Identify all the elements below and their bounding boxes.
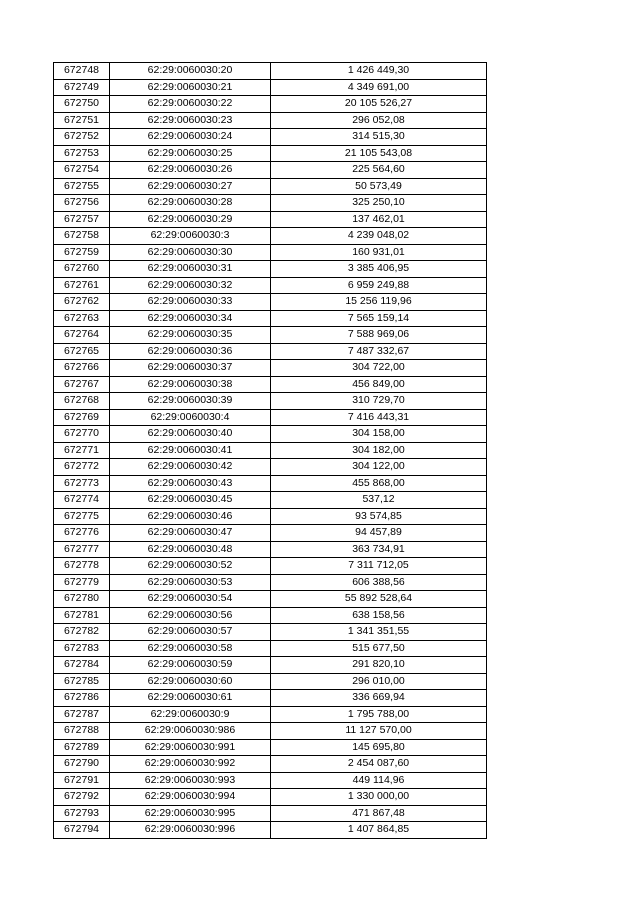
value-cell: 455 868,00	[271, 475, 487, 492]
value-cell: 336 669,94	[271, 690, 487, 707]
table-row	[54, 789, 487, 806]
value-cell: 4 239 048,02	[271, 228, 487, 245]
table-row	[54, 343, 487, 360]
row-number-cell: 672764	[54, 327, 110, 344]
row-number-cell: 672791	[54, 772, 110, 789]
table-row	[54, 558, 487, 575]
cadastral-number-cell: 62:29:0060030:52	[110, 558, 271, 575]
cadastral-number-cell: 62:29:0060030:61	[110, 690, 271, 707]
row-number-cell: 672753	[54, 145, 110, 162]
row-number-cell: 672766	[54, 360, 110, 377]
table-row	[54, 129, 487, 146]
table-row	[54, 706, 487, 723]
row-number-cell: 672773	[54, 475, 110, 492]
cadastral-number-cell: 62:29:0060030:45	[110, 492, 271, 509]
cadastral-number-cell: 62:29:0060030:40	[110, 426, 271, 443]
value-cell: 304 182,00	[271, 442, 487, 459]
cadastral-number-cell: 62:29:0060030:42	[110, 459, 271, 476]
row-number-cell: 672757	[54, 211, 110, 228]
value-cell: 304 122,00	[271, 459, 487, 476]
cadastral-number-cell: 62:29:0060030:38	[110, 376, 271, 393]
table-body	[54, 63, 487, 839]
row-number-cell: 672779	[54, 574, 110, 591]
value-cell: 93 574,85	[271, 508, 487, 525]
value-cell: 94 457,89	[271, 525, 487, 542]
row-number-cell: 672750	[54, 96, 110, 113]
table-row	[54, 178, 487, 195]
table-row	[54, 822, 487, 839]
value-cell: 1 341 351,55	[271, 624, 487, 641]
table-row	[54, 162, 487, 179]
table-row	[54, 492, 487, 509]
cadastral-number-cell: 62:29:0060030:21	[110, 79, 271, 96]
row-number-cell: 672784	[54, 657, 110, 674]
cadastral-number-cell: 62:29:0060030:48	[110, 541, 271, 558]
row-number-cell: 672765	[54, 343, 110, 360]
table-row	[54, 541, 487, 558]
row-number-cell: 672792	[54, 789, 110, 806]
row-number-cell: 672749	[54, 79, 110, 96]
row-number-cell: 672790	[54, 756, 110, 773]
value-cell: 606 388,56	[271, 574, 487, 591]
table-row	[54, 640, 487, 657]
cadastral-number-cell: 62:29:0060030:30	[110, 244, 271, 261]
cadastral-number-cell: 62:29:0060030:39	[110, 393, 271, 410]
cadastral-number-cell: 62:29:0060030:35	[110, 327, 271, 344]
cadastral-number-cell: 62:29:0060030:3	[110, 228, 271, 245]
value-cell: 325 250,10	[271, 195, 487, 212]
value-cell: 1 426 449,30	[271, 63, 487, 80]
row-number-cell: 672748	[54, 63, 110, 80]
table-row	[54, 376, 487, 393]
cadastral-number-cell: 62:29:0060030:54	[110, 591, 271, 608]
row-number-cell: 672761	[54, 277, 110, 294]
cadastral-number-cell: 62:29:0060030:58	[110, 640, 271, 657]
cadastral-number-cell: 62:29:0060030:53	[110, 574, 271, 591]
cadastral-number-cell: 62:29:0060030:32	[110, 277, 271, 294]
row-number-cell: 672758	[54, 228, 110, 245]
table-row	[54, 228, 487, 245]
row-number-cell: 672770	[54, 426, 110, 443]
table-row	[54, 723, 487, 740]
row-number-cell: 672763	[54, 310, 110, 327]
table-row	[54, 772, 487, 789]
value-cell: 304 158,00	[271, 426, 487, 443]
value-cell: 6 959 249,88	[271, 277, 487, 294]
value-cell: 638 158,56	[271, 607, 487, 624]
cadastral-number-cell: 62:29:0060030:34	[110, 310, 271, 327]
cadastral-number-cell: 62:29:0060030:31	[110, 261, 271, 278]
row-number-cell: 672793	[54, 805, 110, 822]
table-row	[54, 96, 487, 113]
cadastral-number-cell: 62:29:0060030:56	[110, 607, 271, 624]
cadastral-number-cell: 62:29:0060030:994	[110, 789, 271, 806]
table-row	[54, 739, 487, 756]
row-number-cell: 672767	[54, 376, 110, 393]
cadastral-number-cell: 62:29:0060030:992	[110, 756, 271, 773]
value-cell: 449 114,96	[271, 772, 487, 789]
cadastral-number-cell: 62:29:0060030:996	[110, 822, 271, 839]
row-number-cell: 672776	[54, 525, 110, 542]
table-row	[54, 310, 487, 327]
table-row	[54, 508, 487, 525]
table-row	[54, 657, 487, 674]
value-cell: 363 734,91	[271, 541, 487, 558]
value-cell: 296 052,08	[271, 112, 487, 129]
row-number-cell: 672783	[54, 640, 110, 657]
cadastral-number-cell: 62:29:0060030:24	[110, 129, 271, 146]
row-number-cell: 672785	[54, 673, 110, 690]
cadastral-number-cell: 62:29:0060030:43	[110, 475, 271, 492]
cadastral-number-cell: 62:29:0060030:47	[110, 525, 271, 542]
value-cell: 145 695,80	[271, 739, 487, 756]
table-row	[54, 393, 487, 410]
table-row	[54, 360, 487, 377]
cadastral-number-cell: 62:29:0060030:26	[110, 162, 271, 179]
cadastral-number-cell: 62:29:0060030:993	[110, 772, 271, 789]
table-row	[54, 63, 487, 80]
table-row	[54, 426, 487, 443]
value-cell: 15 256 119,96	[271, 294, 487, 311]
table-row	[54, 195, 487, 212]
table-row	[54, 294, 487, 311]
value-cell: 20 105 526,27	[271, 96, 487, 113]
cadastral-number-cell: 62:29:0060030:59	[110, 657, 271, 674]
value-cell: 4 349 691,00	[271, 79, 487, 96]
row-number-cell: 672759	[54, 244, 110, 261]
cadastral-number-cell: 62:29:0060030:41	[110, 442, 271, 459]
table-row	[54, 525, 487, 542]
row-number-cell: 672760	[54, 261, 110, 278]
document-page	[53, 62, 487, 839]
value-cell: 7 311 712,05	[271, 558, 487, 575]
cadastral-number-cell: 62:29:0060030:36	[110, 343, 271, 360]
row-number-cell: 672756	[54, 195, 110, 212]
value-cell: 314 515,30	[271, 129, 487, 146]
cadastral-number-cell: 62:29:0060030:33	[110, 294, 271, 311]
value-cell: 296 010,00	[271, 673, 487, 690]
row-number-cell: 672786	[54, 690, 110, 707]
cadastral-value-table	[53, 62, 487, 839]
table-row	[54, 574, 487, 591]
table-row	[54, 607, 487, 624]
row-number-cell: 672780	[54, 591, 110, 608]
value-cell: 291 820,10	[271, 657, 487, 674]
value-cell: 11 127 570,00	[271, 723, 487, 740]
value-cell: 137 462,01	[271, 211, 487, 228]
cadastral-number-cell: 62:29:0060030:986	[110, 723, 271, 740]
cadastral-number-cell: 62:29:0060030:991	[110, 739, 271, 756]
value-cell: 537,12	[271, 492, 487, 509]
table-row	[54, 475, 487, 492]
cadastral-number-cell: 62:29:0060030:995	[110, 805, 271, 822]
value-cell: 1 330 000,00	[271, 789, 487, 806]
table-row	[54, 277, 487, 294]
table-row	[54, 327, 487, 344]
row-number-cell: 672754	[54, 162, 110, 179]
table-row	[54, 805, 487, 822]
table-row	[54, 211, 487, 228]
row-number-cell: 672772	[54, 459, 110, 476]
cadastral-number-cell: 62:29:0060030:37	[110, 360, 271, 377]
value-cell: 160 931,01	[271, 244, 487, 261]
table-row	[54, 442, 487, 459]
value-cell: 304 722,00	[271, 360, 487, 377]
value-cell: 3 385 406,95	[271, 261, 487, 278]
value-cell: 7 565 159,14	[271, 310, 487, 327]
cadastral-number-cell: 62:29:0060030:20	[110, 63, 271, 80]
table-row	[54, 756, 487, 773]
cadastral-number-cell: 62:29:0060030:4	[110, 409, 271, 426]
row-number-cell: 672777	[54, 541, 110, 558]
cadastral-number-cell: 62:29:0060030:9	[110, 706, 271, 723]
value-cell: 471 867,48	[271, 805, 487, 822]
row-number-cell: 672768	[54, 393, 110, 410]
table-row	[54, 690, 487, 707]
table-row	[54, 591, 487, 608]
row-number-cell: 672762	[54, 294, 110, 311]
value-cell: 7 416 443,31	[271, 409, 487, 426]
row-number-cell: 672755	[54, 178, 110, 195]
cadastral-number-cell: 62:29:0060030:27	[110, 178, 271, 195]
value-cell: 310 729,70	[271, 393, 487, 410]
cadastral-number-cell: 62:29:0060030:22	[110, 96, 271, 113]
cadastral-number-cell: 62:29:0060030:25	[110, 145, 271, 162]
row-number-cell: 672787	[54, 706, 110, 723]
row-number-cell: 672774	[54, 492, 110, 509]
table-row	[54, 624, 487, 641]
cadastral-number-cell: 62:29:0060030:29	[110, 211, 271, 228]
row-number-cell: 672782	[54, 624, 110, 641]
value-cell: 225 564,60	[271, 162, 487, 179]
row-number-cell: 672778	[54, 558, 110, 575]
value-cell: 515 677,50	[271, 640, 487, 657]
value-cell: 50 573,49	[271, 178, 487, 195]
value-cell: 456 849,00	[271, 376, 487, 393]
row-number-cell: 672769	[54, 409, 110, 426]
table-row	[54, 459, 487, 476]
table-row	[54, 244, 487, 261]
row-number-cell: 672775	[54, 508, 110, 525]
value-cell: 7 588 969,06	[271, 327, 487, 344]
row-number-cell: 672771	[54, 442, 110, 459]
table-row	[54, 79, 487, 96]
table-row	[54, 261, 487, 278]
cadastral-number-cell: 62:29:0060030:60	[110, 673, 271, 690]
value-cell: 7 487 332,67	[271, 343, 487, 360]
row-number-cell: 672789	[54, 739, 110, 756]
cadastral-number-cell: 62:29:0060030:28	[110, 195, 271, 212]
row-number-cell: 672781	[54, 607, 110, 624]
value-cell: 1 795 788,00	[271, 706, 487, 723]
value-cell: 2 454 087,60	[271, 756, 487, 773]
row-number-cell: 672788	[54, 723, 110, 740]
cadastral-number-cell: 62:29:0060030:23	[110, 112, 271, 129]
cadastral-number-cell: 62:29:0060030:46	[110, 508, 271, 525]
table-row	[54, 145, 487, 162]
table-row	[54, 409, 487, 426]
value-cell: 21 105 543,08	[271, 145, 487, 162]
table-row	[54, 673, 487, 690]
row-number-cell: 672794	[54, 822, 110, 839]
value-cell: 55 892 528,64	[271, 591, 487, 608]
cadastral-number-cell: 62:29:0060030:57	[110, 624, 271, 641]
value-cell: 1 407 864,85	[271, 822, 487, 839]
row-number-cell: 672752	[54, 129, 110, 146]
table-row	[54, 112, 487, 129]
row-number-cell: 672751	[54, 112, 110, 129]
